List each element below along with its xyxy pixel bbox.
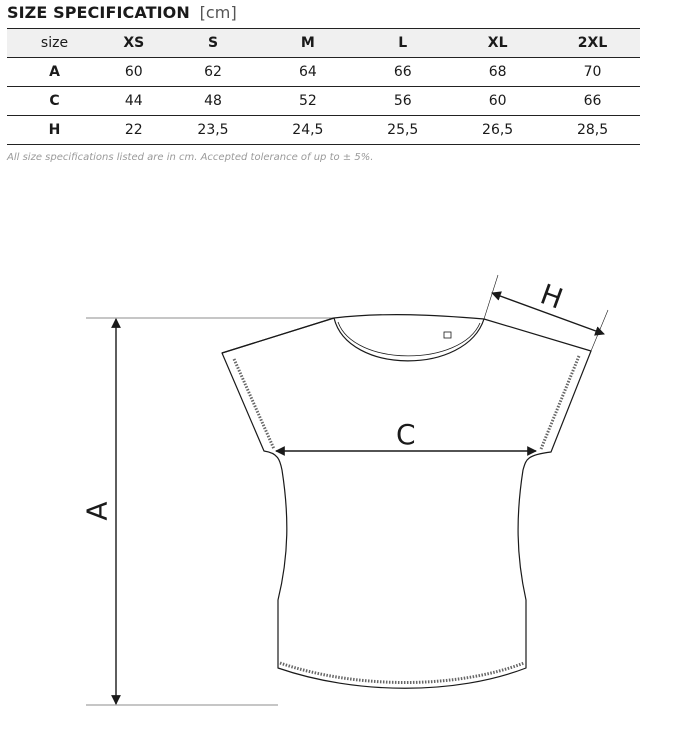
table-cell: 48: [166, 87, 261, 116]
row-label: A: [7, 58, 102, 87]
column-header: M: [260, 29, 355, 58]
table-cell: 26,5: [450, 116, 545, 145]
column-header: XS: [102, 29, 166, 58]
tshirt-outline: [80, 255, 621, 715]
table-cell: 25,5: [355, 116, 450, 145]
table-cell: 28,5: [545, 116, 640, 145]
table-cell: 68: [450, 58, 545, 87]
label-a: A: [80, 501, 114, 521]
table-cell: 64: [260, 58, 355, 87]
table-cell: 66: [355, 58, 450, 87]
table-cell: 44: [102, 87, 166, 116]
column-header: L: [355, 29, 450, 58]
column-header: S: [166, 29, 261, 58]
label-c: C: [396, 418, 416, 451]
tolerance-note: All size specifications listed are in cm. Accepted tolerance of up to ± 5%.: [7, 152, 374, 163]
tshirt-body: [222, 315, 591, 689]
table-header-row: [7, 29, 640, 58]
row-label: C: [7, 87, 102, 116]
table-cell: 52: [260, 87, 355, 116]
table-cell: 62: [166, 58, 261, 87]
column-header: 2XL: [545, 29, 640, 58]
page-title: [7, 3, 237, 22]
title-unit: [cm]: [199, 3, 237, 22]
table-cell: 60: [450, 87, 545, 116]
table-row: [7, 116, 640, 145]
row-label: H: [7, 116, 102, 145]
table-cell: 23,5: [166, 116, 261, 145]
size-table: [7, 28, 640, 145]
table-cell: 22: [102, 116, 166, 145]
title-text: SIZE SPECIFICATION: [7, 3, 190, 22]
table-cell: 70: [545, 58, 640, 87]
tshirt-diagram: [80, 255, 621, 715]
label-h: H: [536, 277, 568, 316]
column-header: XL: [450, 29, 545, 58]
table-row: [7, 87, 640, 116]
table-cell: 24,5: [260, 116, 355, 145]
column-header: size: [7, 29, 102, 58]
table-row: [7, 58, 640, 87]
neckline: [334, 318, 484, 361]
table-cell: 60: [102, 58, 166, 87]
table-cell: 66: [545, 87, 640, 116]
table-cell: 56: [355, 87, 450, 116]
